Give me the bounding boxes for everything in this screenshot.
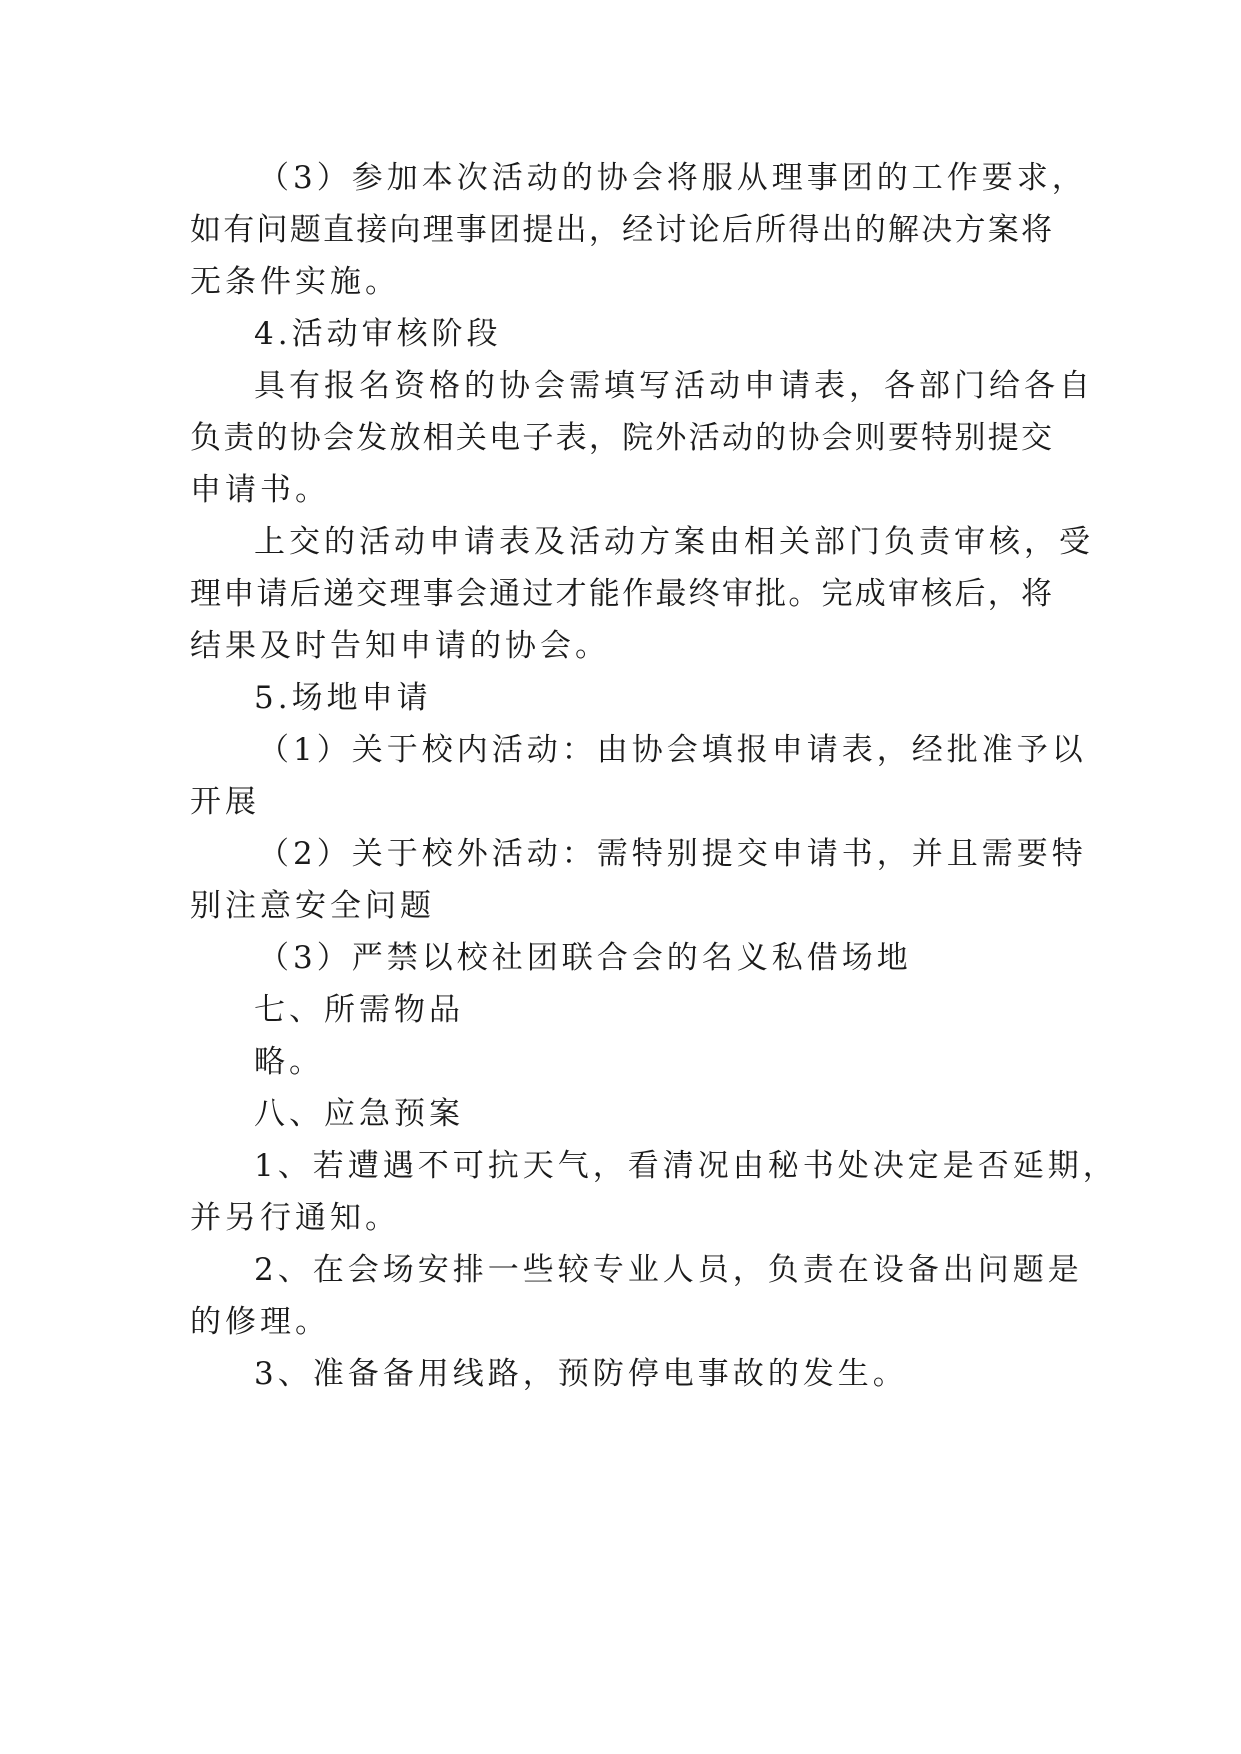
- paragraph-line: 具有报名资格的协会需填写活动申请表，各部门给各自: [254, 368, 1094, 404]
- section-heading: 八、应急预案: [254, 1096, 464, 1132]
- paragraph-line: 结果及时告知申请的协会。: [190, 628, 610, 664]
- paragraph-line: （3）参加本次活动的协会将服从理事团的工作要求，: [258, 160, 1087, 196]
- paragraph-line: 别注意安全问题: [190, 888, 435, 924]
- paragraph-line: （3）严禁以校社团联合会的名义私借场地: [258, 940, 912, 976]
- section-heading: 七、所需物品: [254, 992, 464, 1028]
- paragraph-line: 申请书。: [190, 472, 330, 508]
- paragraph-line: 开展: [190, 784, 260, 820]
- paragraph-line: 1、若遭遇不可抗天气，看清况由秘书处决定是否延期，: [254, 1148, 1118, 1184]
- paragraph-line: 并另行通知。: [190, 1200, 400, 1236]
- paragraph-line: 无条件实施。: [190, 264, 400, 300]
- paragraph-line: 上交的活动申请表及活动方案由相关部门负责审核，受: [254, 524, 1094, 560]
- paragraph-line: 2、在会场安排一些较专业人员，负责在设备出问题是: [254, 1252, 1083, 1288]
- paragraph-line: 3、准备备用线路，预防停电事故的发生。: [254, 1356, 908, 1392]
- paragraph-line: 负责的协会发放相关电子表，院外活动的协会则要特别提交: [190, 420, 1052, 456]
- section-heading: 4.活动审核阶段: [254, 316, 502, 352]
- paragraph-line: 的修理。: [190, 1304, 330, 1340]
- paragraph-line: 理申请后递交理事会通过才能作最终审批。完成审核后，将: [190, 576, 1052, 612]
- section-heading: 5.场地申请: [254, 680, 432, 716]
- paragraph-line: 略。: [254, 1044, 324, 1080]
- paragraph-line: 如有问题直接向理事团提出，经讨论后所得出的解决方案将: [190, 212, 1052, 248]
- paragraph-line: （1）关于校内活动：由协会填报申请表，经批准予以: [258, 732, 1087, 768]
- paragraph-line: （2）关于校外活动：需特别提交申请书，并且需要特: [258, 836, 1087, 872]
